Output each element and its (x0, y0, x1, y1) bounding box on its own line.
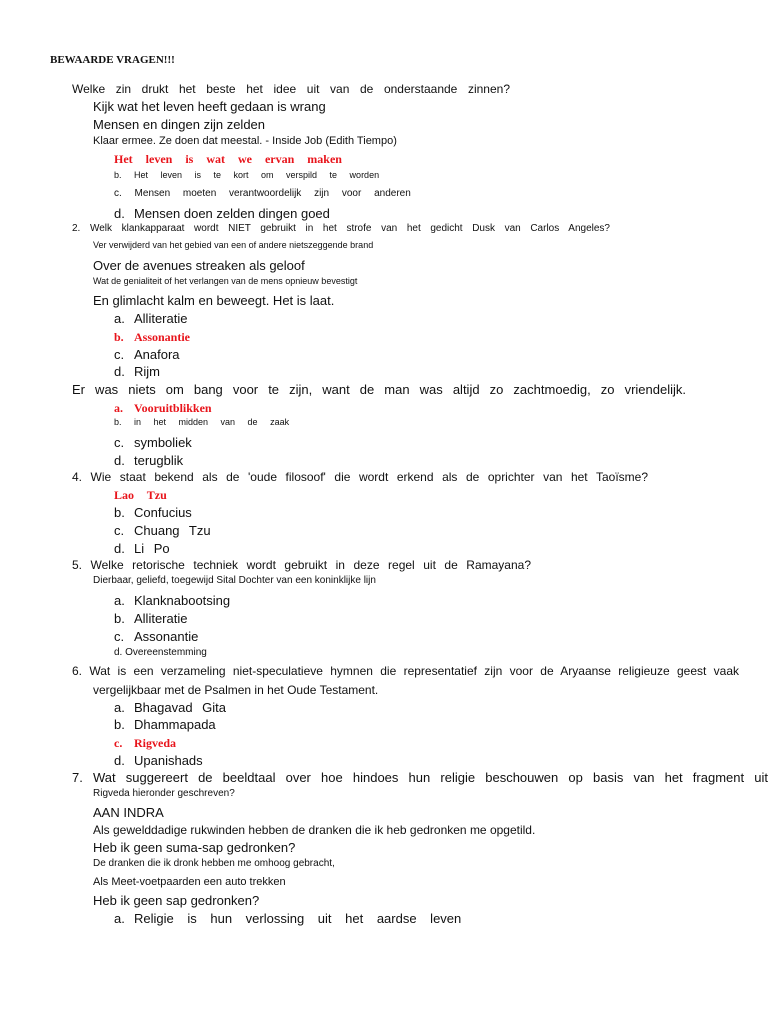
q2-option-c: c. Anafora (114, 347, 180, 362)
q1-line-2: Mensen en dingen zijn zelden (93, 117, 266, 132)
question-7-cont: Rigveda hieronder geschreven? (93, 788, 235, 799)
q7-line-5: Heb ik geen sap gedronken? (93, 893, 260, 908)
q3-option-c: c. symboliek (114, 435, 192, 450)
question-1: Welke zin drukt het beste het idee uit van de onderstaande zinnen? (72, 82, 510, 96)
question-7: Wat suggereert de beeldtaal over hoe hindoes hun religie beschouwen op basis van het fragment uit (93, 770, 768, 785)
q5-line: Dierbaar, geliefd, toegewijd Sital Dochter van een koninklijke lijn (93, 575, 376, 586)
q2-line-1: Ver verwijderd van het gebied van een of andere nietszeggende brand (93, 240, 374, 250)
q1-answer: Het leven is wat we ervan maken (114, 152, 342, 166)
q2-line-4: En glimlacht kalm en beweegt. Het is laat. (93, 293, 335, 308)
q3-option-a: a. Vooruitblikken (114, 401, 212, 415)
q1-option-d: d. Mensen doen zelden dingen goed (114, 206, 330, 221)
q7-line-1: Als gewelddadige rukwinden hebben de dranken die ik heb gedronken me opgetild. (93, 823, 536, 837)
q2-option-b: b. Assonantie (114, 330, 191, 344)
q7-option-a: a. Religie is hun verlossing uit het aardse leven (114, 911, 462, 926)
q5-option-b: b. Alliteratie (114, 611, 188, 626)
page-title: BEWAARDE VRAGEN!!! (50, 54, 175, 66)
question-6: 6. Wat is een verzameling niet-speculatieve hymnen die representatief zijn voor de Aryaanse religieuze geest vaak (72, 664, 739, 678)
q4-option-b: b. Confucius (114, 505, 192, 520)
q6-option-a: a. Bhagavad Gita (114, 700, 227, 715)
q1-option-c: c. Mensen moeten verantwoordelijk zijn voor anderen (114, 188, 411, 199)
q6-option-c: c. Rigveda (114, 736, 176, 750)
q6-option-d: d. Upanishads (114, 753, 203, 768)
q6-option-b: b. Dhammapada (114, 717, 216, 732)
q5-option-c: c. Assonantie (114, 629, 199, 644)
q1-line-3: Klaar ermee. Ze doen dat meestal. - Inside Job (Edith Tiempo) (93, 135, 397, 147)
q4-option-c: c. Chuang Tzu (114, 523, 211, 538)
q1-option-b: b. Het leven is te kort om verspild te worden (114, 170, 380, 180)
question-6-cont: vergelijkbaar met de Psalmen in het Oude Testament. (93, 683, 379, 697)
q3-option-d: d. terugblik (114, 453, 184, 468)
q1-line-1: Kijk wat het leven heeft gedaan is wrang (93, 99, 326, 114)
q2-option-d: d. Rijm (114, 364, 160, 379)
question-7-number: 7. (72, 770, 83, 785)
q3-option-b: b. in het midden van de zaak (114, 417, 290, 427)
q4-option-d: d. Li Po (114, 541, 170, 556)
question-3: Er was niets om bang voor te zijn, want de man was altijd zo zachtmoedig, zo vriendelijk. (72, 382, 686, 397)
q2-option-a: a. Alliteratie (114, 311, 188, 326)
poem-title: AAN INDRA (93, 805, 164, 820)
q7-line-4: Als Meet-voetpaarden een auto trekken (93, 876, 286, 888)
q5-option-d: d. Overeenstemming (114, 647, 207, 658)
question-5: 5. Welke retorische techniek wordt gebruikt in deze regel uit de Ramayana? (72, 558, 531, 572)
question-4: 4. Wie staat bekend als de 'oude filosoof' die wordt erkend als de oprichter van het Taoïsme? (72, 470, 648, 484)
q2-line-3: Wat de genialiteit of het verlangen van de mens opnieuw bevestigt (93, 276, 358, 286)
q4-answer: Lao Tzu (114, 488, 167, 502)
q7-line-2: Heb ik geen suma-sap gedronken? (93, 840, 296, 855)
q5-option-a: a. Klanknabootsing (114, 593, 231, 608)
q7-line-3: De dranken die ik dronk hebben me omhoog gebracht, (93, 858, 335, 869)
q2-line-2: Over de avenues streaken als geloof (93, 258, 305, 273)
question-2: 2. Welk klankapparaat wordt NIET gebruikt in het strofe van het gedicht Dusk van Carlos Angeles? (72, 223, 610, 234)
